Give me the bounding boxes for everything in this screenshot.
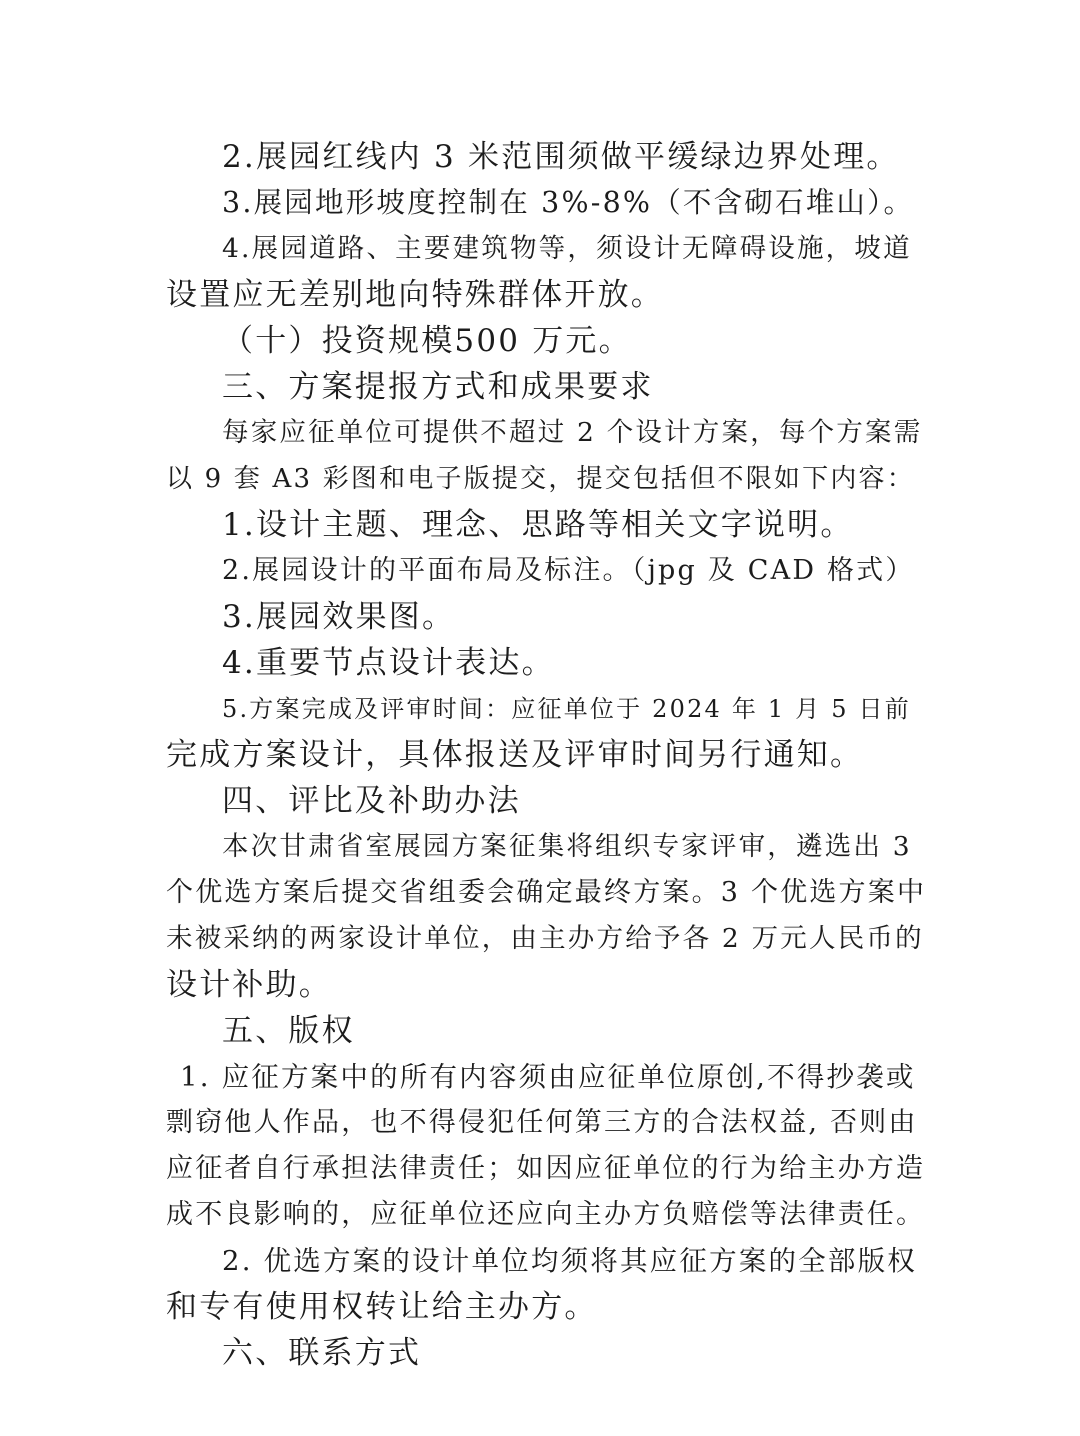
text-line: 1.设计主题、理念、思路等相关文字说明。 (222, 507, 854, 543)
text-line: 4.重要节点设计表达。 (222, 645, 555, 681)
text-line: 以 9 套 A3 彩图和电子版提交，提交包括但不限如下内容： (166, 464, 915, 494)
text-line: 5.方案完成及评审时间：应征单位于 2024 年 1 月 5 日前 (222, 695, 911, 723)
section-heading: 六、联系方式 (222, 1335, 422, 1371)
text-line: 完成方案设计，具体报送及评审时间另行通知。 (166, 737, 864, 773)
text-line: 和专有使用权转让给主办方。 (166, 1289, 598, 1325)
text-line: 1. 应征方案中的所有内容须由应征单位原创,不得抄袭或 (180, 1061, 916, 1093)
text-line: 4.展园道路、主要建筑物等，须设计无障碍设施，坡道 (222, 233, 912, 264)
text-line: 剽窃他人作品，也不得侵犯任何第三方的合法权益, 否则由 (166, 1107, 918, 1138)
text-line: 个优选方案后提交省组委会确定最终方案。3 个优选方案中 (166, 877, 927, 908)
text-line: 3.展园效果图。 (222, 599, 456, 635)
text-line: （十）投资规模500 万元。 (222, 323, 632, 359)
text-line: 成不良影响的，应征单位还应向主办方负赔偿等法律责任。 (166, 1199, 926, 1230)
text-line: 2. 优选方案的设计单位均须将其应征方案的全部版权 (222, 1245, 917, 1277)
text-line: 未被采纳的两家设计单位，由主办方给予各 2 万元人民币的 (166, 923, 924, 954)
text-line: 设置应无差别地向特殊群体开放。 (166, 277, 664, 313)
text-line: 应征者自行承担法律责任；如因应征单位的行为给主办方造 (166, 1153, 926, 1184)
text-line: 设计补助。 (166, 967, 332, 1003)
section-heading: 三、方案提报方式和成果要求 (222, 369, 654, 405)
section-heading: 四、评比及补助办法 (222, 783, 521, 819)
text-line: 2.展园红线内 3 米范围须做平缓绿边界处理。 (222, 139, 900, 175)
text-line: 每家应征单位可提供不超过 2 个设计方案，每个方案需 (222, 417, 923, 448)
text-line: 2.展园设计的平面布局及标注。（jpg 及 CAD 格式） (222, 555, 915, 586)
section-heading: 五、版权 (222, 1013, 355, 1049)
text-line: 3.展园地形坡度控制在 3%-8%（不含砌石堆山）。 (222, 186, 915, 219)
text-line: 本次甘肃省室展园方案征集将组织专家评审，遴选出 3 (222, 831, 912, 862)
